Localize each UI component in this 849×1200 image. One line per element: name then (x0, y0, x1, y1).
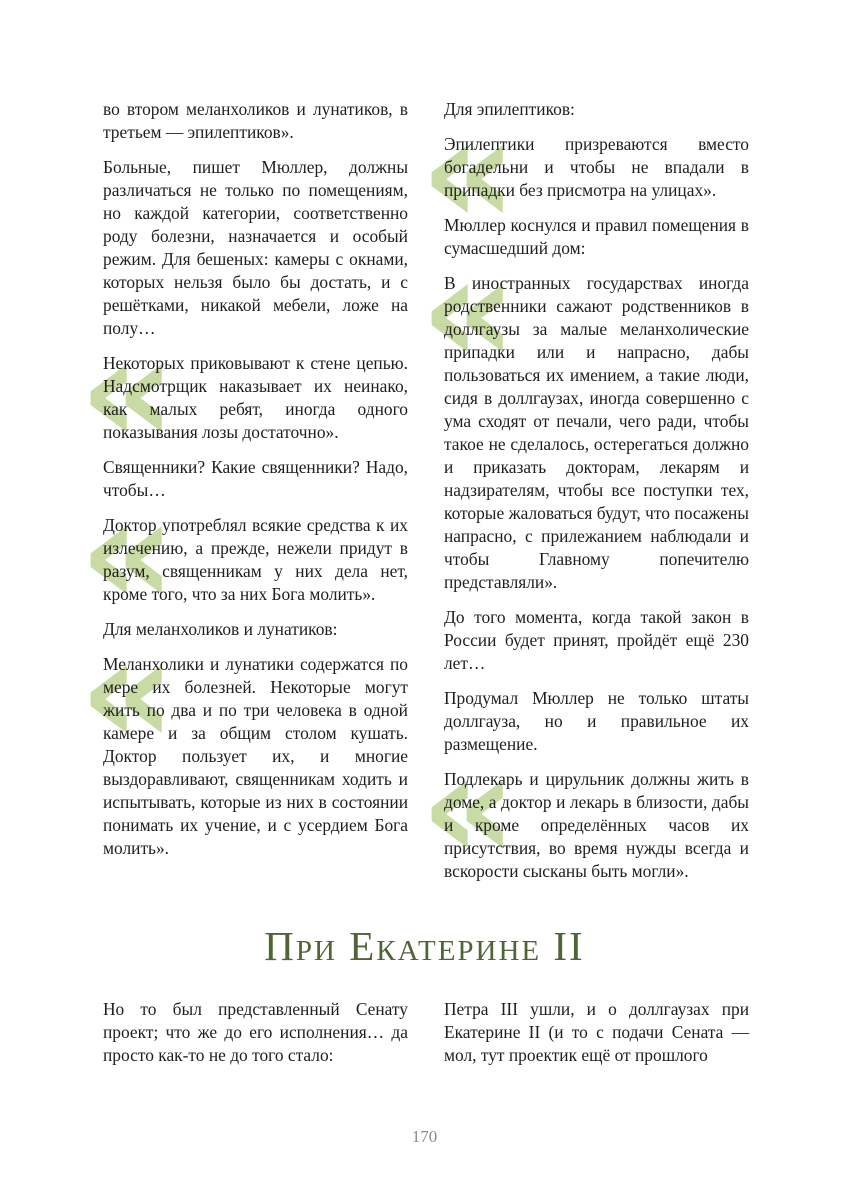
quote-text: Некоторых приковывают к стене цепью. Надсмотрщик наказывает их неинако, как малых ребят, иногда одного показывания лозы достаточно». (103, 353, 408, 442)
paragraph-text: Для меланхоликов и лунатиков: (103, 619, 338, 639)
paragraph-text: Но то был представленный Сенату проект; что же до его исполнения… да просто как-то не до того стало: (103, 999, 408, 1065)
paragraph-text: Священники? Какие священники? Надо, чтобы… (103, 457, 408, 500)
quote-text: Эпилептики призреваются вместо богадельни и чтобы не впадали в припадки без присмотра на улицах». (444, 134, 749, 200)
paragraph (444, 998, 749, 1067)
quote-text: Меланхолики и лунатики содержатся по мере их болезней. Некоторые могут жить по два и по три человека в одной камере и за общим столом кушать. Доктор пользует их, и многие выздоравливают, священникам ходить и испытывать, которые из них в состоянии понимать их учение, и с усердием Бога молить». (103, 654, 408, 858)
section-heading: При Екатерине II (264, 923, 585, 969)
quote-paragraph (444, 768, 749, 883)
bottom-left-column (103, 998, 408, 1079)
paragraph-text: Продумал Мюллер не только штаты доллгауза, но и правильное их размещение. (444, 688, 749, 754)
paragraph (103, 98, 408, 144)
paragraph-text: Для эпилептиков: (444, 99, 575, 119)
quote-paragraph (103, 514, 408, 606)
paragraph-text: Мюллер коснулся и правил помещения в сумасшедший дом: (444, 215, 749, 258)
paragraph-text: Петра III ушли, и о доллгаузах при Екатерине II (и то с подачи Сената — мол, тут проектик ещё от прошлого (444, 999, 749, 1065)
bottom-right-column (444, 998, 749, 1079)
paragraph-text: До того момента, когда такой закон в России будет принят, пройдёт ещё 230 лет… (444, 607, 749, 673)
paragraph (103, 998, 408, 1067)
page-number: 170 (411, 1127, 438, 1146)
quote-text: Доктор употреблял всякие средства к их излечению, а прежде, нежели придут в разум, священникам у них дела нет, кроме того, что за них Бога молить». (103, 515, 408, 604)
quote-text: В иностранных государствах иногда родственники сажают родственников в доллгаузы за малые меланхолические припадки или и напрасно, дабы пользоваться их имением, а такие люди, сидя в доллгаузах, иногда совершенно с ума сходят от печали, чего ради, чтобы такое не сделалось, остерегаться должно и приказать докторам, лекарям и надзирателям, чтобы все поступки тех, которые жаловаться будут, что посажены напрасно, с прилежанием наблюдали и чтобы Главному попечителю представляли». (444, 273, 749, 592)
paragraph (444, 606, 749, 675)
right-text-column (444, 98, 749, 895)
quote-paragraph (103, 352, 408, 444)
quote-paragraph (444, 133, 749, 202)
paragraph-text: Больные, пишет Мюллер, должны различаться не только по помещениям, но каждой категории, соответственно роду болезни, назначается и особый режим. Для бешеных: камеры с окнами, которых нельзя было бы достать, и с решётками, никакой мебели, ложе на полу… (103, 157, 408, 338)
quote-paragraph (103, 653, 408, 860)
left-text-column (103, 98, 408, 872)
paragraph-text: во втором меланхоликов и лунатиков, в третьем — эпилептиков». (103, 99, 408, 142)
quote-paragraph (444, 272, 749, 594)
quote-text: Подлекарь и цирульник должны жить в доме, а доктор и лекарь в близости, дабы и кроме определённых часов их присутствия, во время нужды всегда и вскорости сысканы быть могли». (444, 769, 749, 881)
